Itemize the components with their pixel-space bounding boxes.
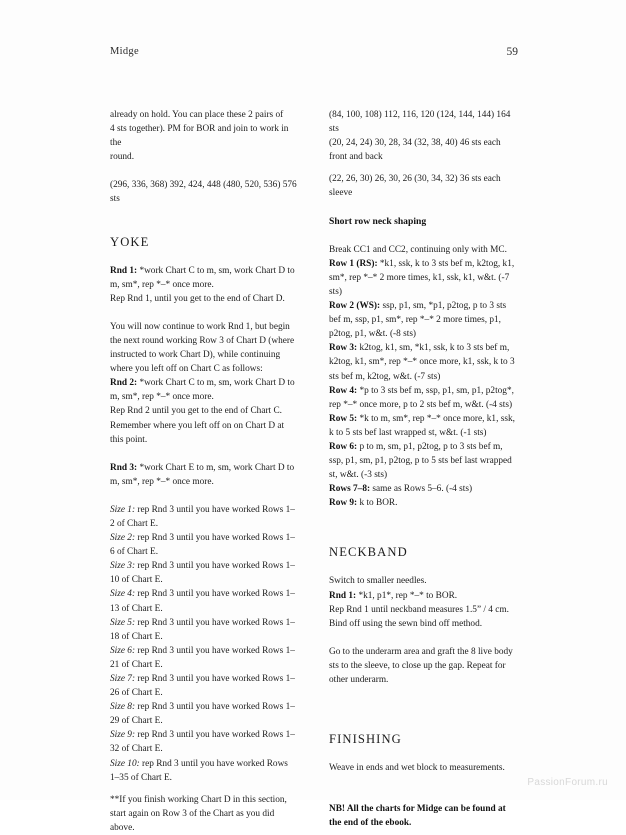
row-label: Row 5: [329,413,358,424]
size-text: rep Rnd 3 until you have worked Rows 1–10 of Chart E. [110,561,295,586]
size-label: Size 9: [110,730,136,741]
size-label: Size 3: [110,561,136,572]
row-item [329,440,518,482]
size-text: rep Rnd 3 until you have worked Rows 1–18 of Chart E. [110,617,295,642]
row-item [329,384,518,412]
rnd-2-text: *work Chart C to m, sm, work Chart D to m, sm*, rep *–* once more. [110,378,295,403]
intro-line-2: 4 sts together). PM for BOR and join to work in the [110,124,289,149]
neckband-rnd-1 [329,589,518,603]
running-head: Midge [110,46,139,57]
row-label: Row 4: [329,385,358,396]
size-text: rep Rnd 3 until you have worked Rows 1–6 of Chart E. [110,533,295,558]
row-text: same as Rows 5–6. (-4 sts) [370,484,473,495]
size-text: rep Rnd 3 until you have worked Rows 1–21 of Chart E. [110,645,295,670]
count-line-2: (20, 24, 24) 30, 28, 34 (32, 38, 40) 46 sts each front and back [329,138,501,163]
size-item [110,587,299,615]
row-text: k to BOR. [357,498,398,509]
intro-line-3: round. [110,152,135,163]
row-label: Row 6: [329,441,358,452]
break-cc-instruction: Break CC1 and CC2, continuing only with MC. [329,244,507,255]
size-item [110,531,299,559]
size-item [110,616,299,644]
size-label: Size 4: [110,589,136,600]
neckband-rnd-text: *k1, p1*, rep *–* to BOR. [356,590,458,601]
size-label: Size 7: [110,674,136,684]
size-item [110,672,299,700]
size-item [110,757,299,785]
row-text: *k to m, sm*, rep *–* once more, k1, ssk, k to 5 sts bef last wrapped st, w&t. (-1 sts) [329,413,515,438]
left-column [110,108,299,835]
neckband-line-3: Rep Rnd 1 until neckband measures 1.5” / 4 cm. [329,604,509,615]
rnd-3-text: *work Chart E to m, sm, work Chart D to m, sm*, rep *–* once more. [110,462,295,487]
underarm-graft-instruction: Go to the underarm area and graft the 8 live body sts to the sleeve, to close up the gap. Repeat for other underarm. [329,646,513,685]
section-heading-yoke: YOKE [110,234,150,249]
neckband-line-4: Bind off using the sewn bind off method. [329,618,483,629]
rnd-1-instruction [110,264,299,292]
page-number: 59 [506,46,518,58]
row-text: *k1, ssk, k to 3 sts bef m, k2tog, k1, sm*, rep *–* 2 more times, k1, ssk, k1, w&t. (-7 sts) [329,258,515,297]
size-label: Size 1: [110,504,136,515]
size-label: Size 10: [110,758,140,769]
rnd-3-label: Rnd 3: [110,462,138,473]
remember-note: Remember where you left off on on Chart D at this point. [110,420,285,445]
section-heading-neckband: NECKBAND [329,545,408,560]
two-column-body [110,108,518,835]
size-text: rep Rnd 3 until you have worked Rows 1–26 of Chart E. [110,674,295,699]
size-item [110,559,299,587]
continue-paragraph: You will now continue to work Rnd 1, but begin the next round working Row 3 of Chart D (where instructed to work Chart D), while continuing where you left off on Chart C as follows: [110,321,295,375]
intro-line-1: already on hold. You can place these 2 pairs of [110,110,284,120]
site-watermark: PassionForum.ru [527,777,608,788]
count-line-3: (22, 26, 30) 26, 30, 26 (30, 34, 32) 36 sts each sleeve [329,174,501,199]
size-text: rep Rnd 3 until you have worked Rows 1–32 of Chart E. [110,730,295,755]
rnd-3-instruction [110,461,299,489]
charts-location-note: NB! All the charts for Midge can be found at the end of the ebook. [329,804,506,829]
size-item [110,644,299,672]
row-text: ssp, p1, sm, *p1, p2tog, p to 3 sts bef m, ssp, p1, sm*, rep *–* 2 more times, p1, p2tog, p1, w&t. (-8 sts) [329,301,507,340]
size-label: Size 5: [110,617,136,628]
rnd-2-followup: Rep Rnd 2 until you get to the end of Chart C. [110,406,282,417]
row-label: Row 9: [329,498,358,509]
short-row-list [329,257,518,511]
finishing-text: Weave in ends and wet block to measurements. [329,763,505,774]
size-label: Size 2: [110,533,136,544]
size-instruction-list [110,503,299,785]
stitch-count: (296, 336, 368) 392, 424, 448 (480, 520, 536) 576 sts [110,180,297,205]
size-label: Size 8: [110,702,136,713]
row-label: Row 1 (RS): [329,258,378,269]
size-label: Size 6: [110,645,136,656]
row-item [329,257,518,299]
section-heading-finishing: FINISHING [329,732,402,747]
neckband-rnd-label: Rnd 1: [329,590,357,601]
rnd-1-text: *work Chart C to m, sm, work Chart D to m, sm*, rep *–* once more. [110,265,295,290]
row-item [329,496,518,510]
size-item [110,728,299,756]
row-label: Rows 7–8: [329,484,371,495]
size-text: rep Rnd 3 until you have worked Rows 1–2 of Chart E. [110,504,295,529]
row-label: Row 2 (WS): [329,301,381,312]
size-item [110,700,299,728]
row-item [329,299,518,341]
row-item [329,341,518,383]
chart-d-footnote: **If you finish working Chart D in this section, start again on Row 3 of the Chart as you did above. [110,794,287,833]
count-line-1: (84, 100, 108) 112, 116, 120 (124, 144, 144) 164 sts [329,110,511,135]
right-column [329,108,518,835]
row-text: p to m, sm, p1, p2tog, p to 3 sts bef m, ssp, p1, sm, p1, p2tog, p to 5 sts bef last wrapped st, w&t. (-3 sts) [329,441,512,481]
size-text: rep Rnd 3 until you have worked Rows 1–35 of Chart E. [110,758,288,783]
size-item [110,503,299,531]
row-text: *p to 3 sts bef m, ssp, p1, sm, p1, p2tog*, rep *–* once more, p to 2 sts bef m, w&t. (-4 sts) [329,385,514,410]
rnd-2-instruction [110,376,299,404]
row-item [329,412,518,440]
rnd-2-label: Rnd 2: [110,378,138,389]
neckband-line-1: Switch to smaller needles. [329,576,427,587]
row-text: k2tog, k1, sm, *k1, ssk, k to 3 sts bef m, k2tog, k1, sm*, rep *–* once more, k1, ssk, k to 3 sts bef m, k2tog, w&t. (-7 sts) [329,343,515,382]
row-item [329,482,518,496]
size-text: rep Rnd 3 until you have worked Rows 1–29 of Chart E. [110,702,295,727]
row-label: Row 3: [329,343,358,354]
rnd-1-followup: Rep Rnd 1, until you get to the end of Chart D. [110,293,285,304]
size-text: rep Rnd 3 until you have worked Rows 1–13 of Chart E. [110,589,295,614]
subsection-heading-short-row-neck-shaping: Short row neck shaping [329,215,427,227]
rnd-1-label: Rnd 1: [110,265,138,276]
